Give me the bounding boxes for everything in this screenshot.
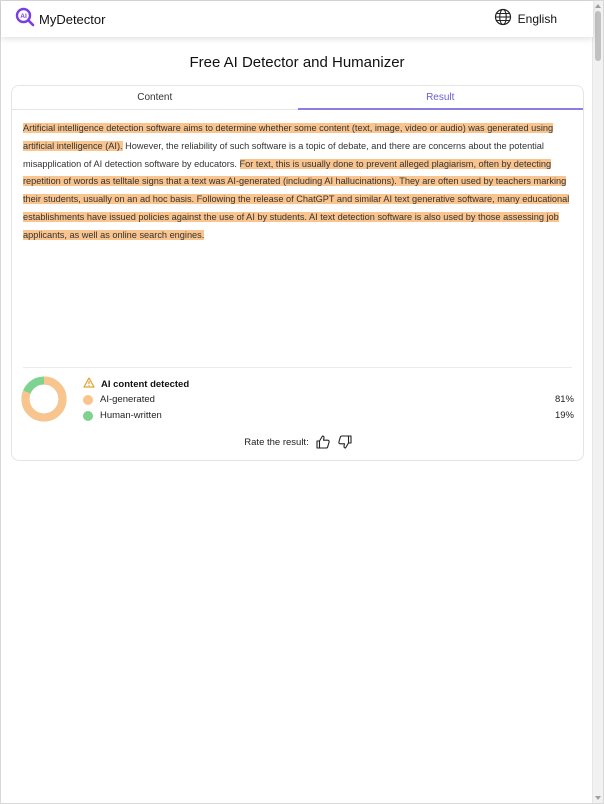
- magnifier-ai-icon: [15, 7, 35, 32]
- thumbs-down-icon[interactable]: [337, 434, 353, 450]
- highlighted-text-segment: For text, this is usually done to prevent alleged plagiarism, often by detecting repetition of words as telltale signs that a text was AI-generated (including AI hallucinations). They are often used by teachers marking their students, usually on an ad hoc basis. Following the release of ChatGPT and similar AI text generative software, many educational establishments have issued policies against the use of AI by students. AI text detection software is also used by those assessing job applicants, as well as online search engines.: [23, 158, 570, 240]
- result-text: [12, 110, 583, 365]
- human-written-percent: 19%: [554, 410, 574, 421]
- scroll-down-arrow-icon[interactable]: [595, 796, 601, 800]
- scrollbar[interactable]: [592, 1, 603, 803]
- result-summary: [21, 376, 574, 426]
- ai-generated-label: AI-generated: [100, 394, 155, 405]
- thumbs-up-icon[interactable]: [315, 434, 331, 450]
- detector-card: [11, 85, 584, 461]
- detection-status-label: AI content detected: [101, 378, 190, 390]
- detection-status: [83, 377, 189, 391]
- ai-legend-dot: [83, 395, 93, 405]
- human-written-label: Human-written: [100, 410, 162, 421]
- rate-result: [12, 434, 585, 450]
- globe-icon: [494, 8, 512, 31]
- logo-text: AI: [20, 12, 27, 20]
- scroll-up-arrow-icon[interactable]: [595, 4, 601, 8]
- human-written-row: [83, 410, 574, 421]
- highlighted-text-segment: Artificial intelligence detection software aims to determine whether some content (text, image, video or audio) was generated using artificial intelligence (AI).: [23, 123, 554, 151]
- brand[interactable]: [15, 7, 105, 32]
- top-header: [1, 1, 593, 37]
- warning-triangle-icon: [83, 377, 95, 391]
- tab-result[interactable]: Result: [298, 86, 584, 110]
- scroll-thumb[interactable]: [595, 11, 601, 61]
- human-legend-dot: [83, 411, 93, 421]
- language-selector[interactable]: [494, 8, 557, 31]
- donut-chart: [21, 376, 67, 422]
- language-label: English: [517, 12, 557, 26]
- brand-name: MyDetector: [39, 11, 106, 27]
- page-title: Free AI Detector and Humanizer: [189, 54, 405, 71]
- ai-generated-percent: 81%: [554, 394, 574, 405]
- ai-generated-row: [83, 394, 574, 405]
- divider: [23, 367, 572, 368]
- tab-bar: [12, 86, 583, 110]
- rate-label: Rate the result:: [244, 436, 309, 448]
- plain-text-segment: However, the reliability of such software is a topic of debate, and there are concerns about the potential misapplication of AI detection software by educators.: [23, 140, 544, 169]
- tab-content[interactable]: Content: [12, 86, 298, 110]
